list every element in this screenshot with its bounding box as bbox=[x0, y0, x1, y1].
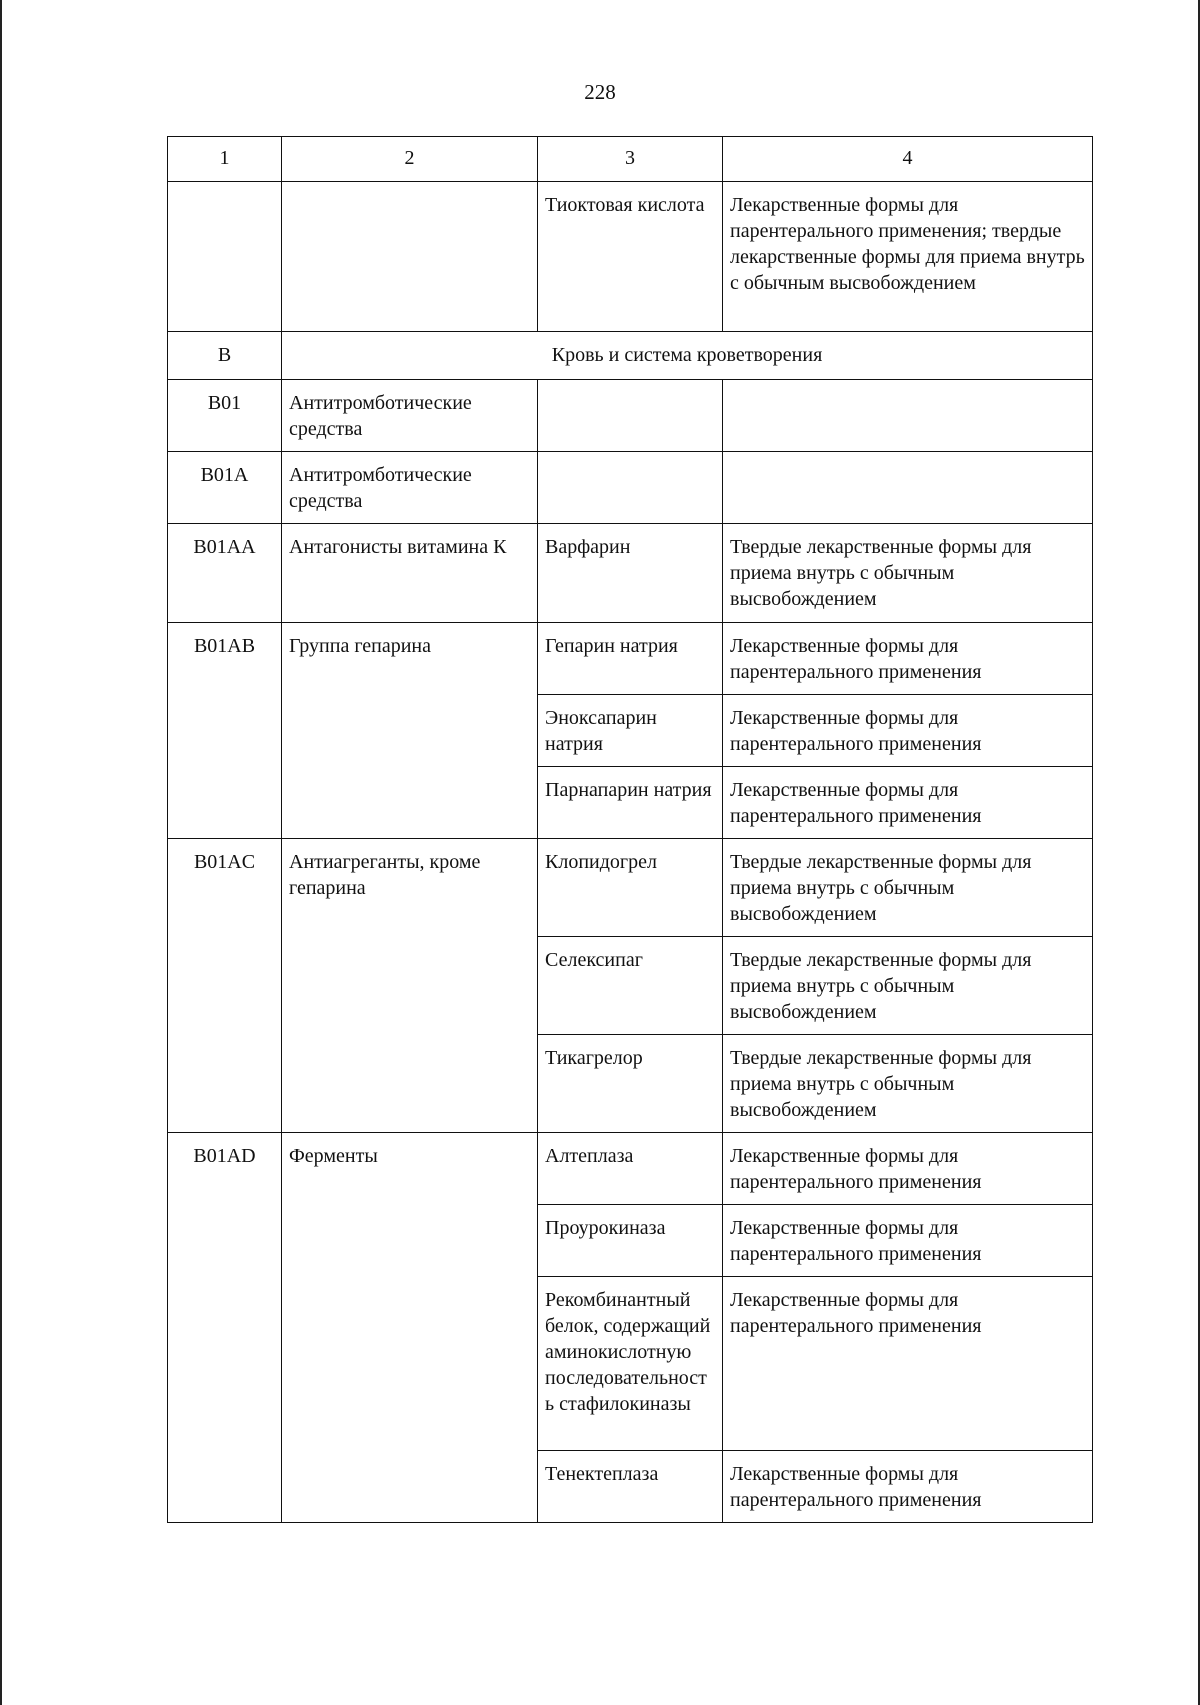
table-row-group bbox=[168, 380, 1093, 452]
column-header-4: 4 bbox=[723, 137, 1093, 182]
dosage-form-cell: Лекарственные формы для парентерального применения bbox=[723, 1133, 1093, 1205]
drug-name-cell: Эноксапарин натрия bbox=[538, 695, 723, 767]
section-title: Кровь и система кроветворения bbox=[282, 332, 1093, 380]
group-name-cell: Антагонисты витамина К bbox=[282, 524, 538, 623]
drug-name-cell: Варфарин bbox=[538, 524, 723, 623]
table-row-drug bbox=[168, 839, 1093, 937]
drug-name-cell: Алтеплаза bbox=[538, 1133, 723, 1205]
dosage-form-cell: Лекарственные формы для парентерального применения bbox=[723, 767, 1093, 839]
dosage-form-cell-empty bbox=[723, 380, 1093, 452]
group-name-cell: Антитромботические средства bbox=[282, 380, 538, 452]
dosage-form-cell: Лекарственные формы для парентерального применения; твердые лекарственные формы для приема внутрь с обычным высвобождением bbox=[723, 182, 1093, 332]
group-cell-empty bbox=[282, 182, 538, 332]
group-name-cell: Ферменты bbox=[282, 1133, 538, 1523]
table-row-drug bbox=[168, 623, 1093, 695]
dosage-form-cell: Лекарственные формы для парентерального применения bbox=[723, 623, 1093, 695]
atc-code-cell: B01 bbox=[168, 380, 282, 452]
dosage-form-cell: Твердые лекарственные формы для приема внутрь с обычным высвобождением bbox=[723, 1035, 1093, 1133]
group-name-cell: Группа гепарина bbox=[282, 623, 538, 839]
drug-table bbox=[167, 136, 1093, 1523]
drug-name-cell: Рекомбинантный белок, содержащий аминокислотную последовательность стафилокиназы bbox=[538, 1277, 723, 1451]
drug-name-cell: Тикагрелор bbox=[538, 1035, 723, 1133]
drug-name-cell: Тенектеплаза bbox=[538, 1451, 723, 1523]
table-row-drug bbox=[168, 1133, 1093, 1205]
atc-code-cell: B01AD bbox=[168, 1133, 282, 1523]
page-edge-left bbox=[0, 0, 2, 1705]
dosage-form-cell: Лекарственные формы для парентерального применения bbox=[723, 695, 1093, 767]
drug-name-cell: Тиоктовая кислота bbox=[538, 182, 723, 332]
atc-code-cell: B01AA bbox=[168, 524, 282, 623]
drug-name-cell-empty bbox=[538, 380, 723, 452]
dosage-form-cell: Твердые лекарственные формы для приема внутрь с обычным высвобождением bbox=[723, 937, 1093, 1035]
drug-name-cell: Клопидогрел bbox=[538, 839, 723, 937]
page-number: 228 bbox=[584, 80, 616, 104]
drug-name-cell: Гепарин натрия bbox=[538, 623, 723, 695]
drug-name-cell-empty bbox=[538, 452, 723, 524]
atc-code-cell: B01AB bbox=[168, 623, 282, 839]
drug-name-cell: Селексипаг bbox=[538, 937, 723, 1035]
column-header-1: 1 bbox=[168, 137, 282, 182]
dosage-form-cell-empty bbox=[723, 452, 1093, 524]
dosage-form-cell: Твердые лекарственные формы для приема внутрь с обычным высвобождением bbox=[723, 524, 1093, 623]
drug-name-cell: Проурокиназа bbox=[538, 1205, 723, 1277]
drug-name-cell: Парнапарин натрия bbox=[538, 767, 723, 839]
table-row-group bbox=[168, 452, 1093, 524]
table-row-drug bbox=[168, 524, 1093, 623]
group-name-cell: Антиагреганты, кроме гепарина bbox=[282, 839, 538, 1133]
column-header-2: 2 bbox=[282, 137, 538, 182]
table-row-continuation bbox=[168, 182, 1093, 332]
section-code: B bbox=[168, 332, 282, 380]
section-row bbox=[168, 332, 1093, 380]
dosage-form-cell: Лекарственные формы для парентерального применения bbox=[723, 1451, 1093, 1523]
dosage-form-cell: Лекарственные формы для парентерального применения bbox=[723, 1205, 1093, 1277]
code-cell-empty bbox=[168, 182, 282, 332]
dosage-form-cell: Лекарственные формы для парентерального применения bbox=[723, 1277, 1093, 1451]
atc-code-cell: B01A bbox=[168, 452, 282, 524]
dosage-form-cell: Твердые лекарственные формы для приема внутрь с обычным высвобождением bbox=[723, 839, 1093, 937]
group-name-cell: Антитромботические средства bbox=[282, 452, 538, 524]
column-header-3: 3 bbox=[538, 137, 723, 182]
atc-code-cell: B01AC bbox=[168, 839, 282, 1133]
table-header-row bbox=[168, 137, 1093, 182]
